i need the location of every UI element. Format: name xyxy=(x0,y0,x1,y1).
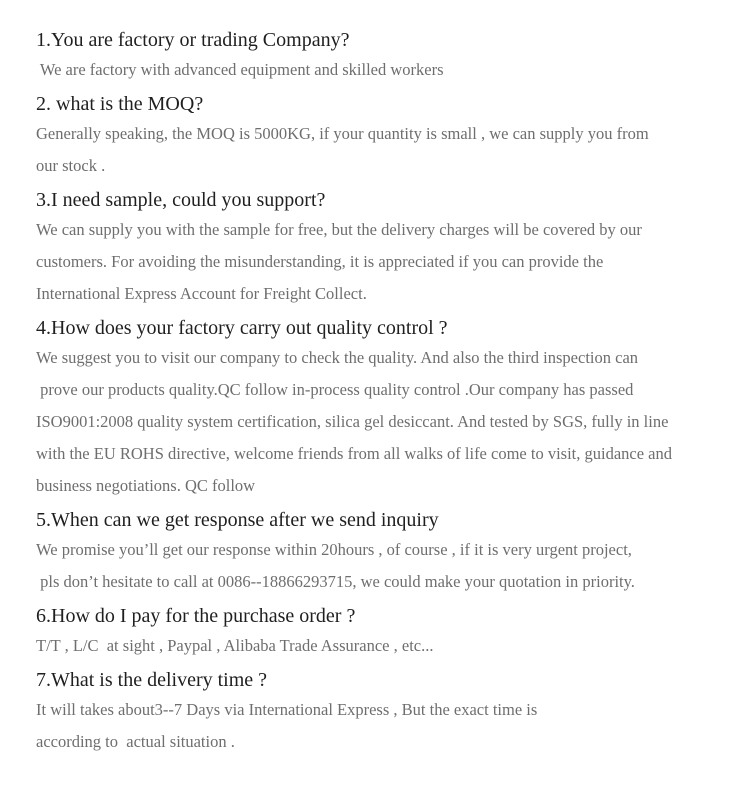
answer-line: International Express Account for Freight Collect. xyxy=(36,284,367,303)
answer-line: We can supply you with the sample for free, but the delivery charges will be covered by our xyxy=(36,220,642,239)
answer-line: ISO9001:2008 quality system certification, silica gel desiccant. And tested by SGS, fully in line xyxy=(36,412,669,431)
answer-line: customers. For avoiding the misunderstanding, it is appreciated if you can provide the xyxy=(36,252,604,271)
faq-answer xyxy=(36,54,444,86)
answer-line: with the EU ROHS directive, welcome friends from all walks of life come to visit, guidance and xyxy=(36,444,672,463)
faq-question: 6.How do I pay for the purchase order ? xyxy=(36,605,356,627)
faq-answer xyxy=(36,342,672,502)
answer-line: It will takes about3--7 Days via International Express , But the exact time is xyxy=(36,700,538,719)
faq-question: 4.How does your factory carry out quality control ? xyxy=(36,317,448,339)
faq-question: 3.I need sample, could you support? xyxy=(36,189,326,211)
faq-question: 2. what is the MOQ? xyxy=(36,93,204,115)
answer-line: according to actual situation . xyxy=(36,732,235,751)
faq-question: 1.You are factory or trading Company? xyxy=(36,29,350,51)
answer-line: business negotiations. QC follow xyxy=(36,476,256,495)
faq-answer xyxy=(36,630,433,662)
faq-answer xyxy=(36,118,649,182)
faq-answer xyxy=(36,694,537,758)
faq-question: 7.What is the delivery time ? xyxy=(36,669,268,691)
answer-line: We promise you’ll get our response within 20hours , of course , if it is very urgent project, xyxy=(36,540,632,559)
answer-line: We are factory with advanced equipment and skilled workers xyxy=(36,60,444,79)
answer-line: pls don’t hesitate to call at 0086--18866293715, we could make your quotation in priority. xyxy=(36,572,635,591)
answer-line: prove our products quality.QC follow in-process quality control .Our company has passed xyxy=(36,380,634,399)
faq-answer xyxy=(36,214,642,310)
answer-line: We suggest you to visit our company to check the quality. And also the third inspection can xyxy=(36,348,639,367)
faq-question: 5.When can we get response after we send inquiry xyxy=(36,509,439,531)
answer-line: our stock . xyxy=(36,156,106,175)
answer-line: Generally speaking, the MOQ is 5000KG, if your quantity is small , we can supply you from xyxy=(36,124,649,143)
answer-line: T/T , L/C at sight , Paypal , Alibaba Trade Assurance , etc... xyxy=(36,636,434,655)
faq-answer xyxy=(36,534,635,598)
